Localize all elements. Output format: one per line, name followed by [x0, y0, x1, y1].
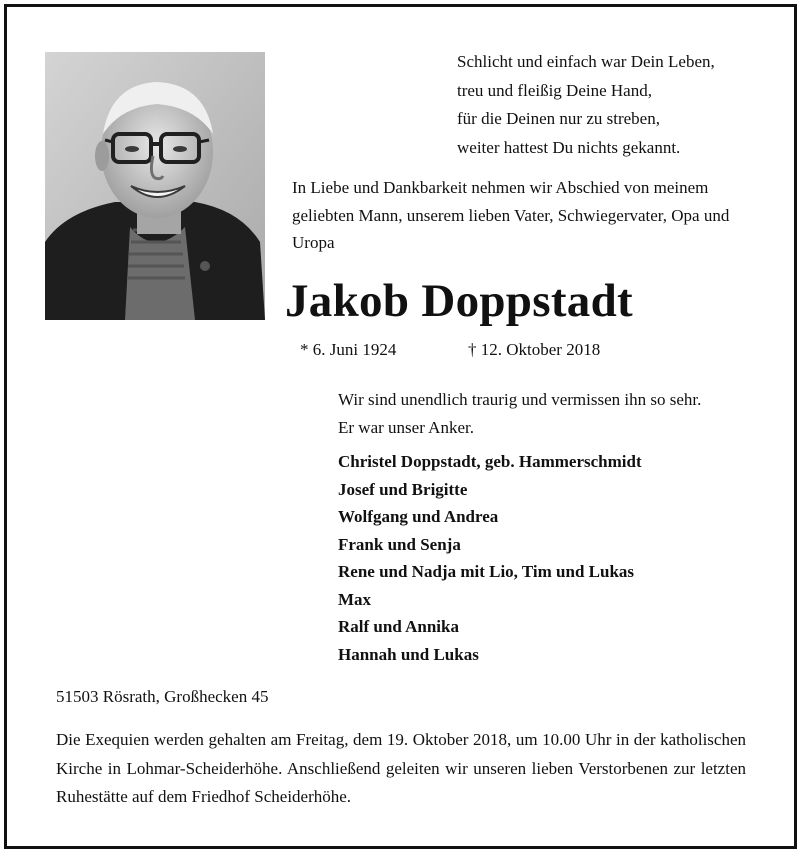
- portrait-image: [45, 52, 265, 320]
- poem-line: weiter hattest Du nichts gekannt.: [457, 137, 681, 157]
- family-address: 51503 Rösrath, Großhecken 45: [56, 687, 269, 706]
- poem-line: treu und fleißig Deine Hand,: [457, 80, 652, 100]
- family-member: Wolfgang und Andrea: [338, 507, 499, 526]
- farewell-intro: In Liebe und Dankbarkeit nehmen wir Abschied von meinem geliebten Mann, unserem lieben Vater, Schwiegervater, Opa und Uropa: [292, 178, 730, 252]
- poem-line: Schlicht und einfach war Dein Leben,: [457, 52, 715, 71]
- grief-line: Wir sind unendlich traurig und vermissen ihn so sehr.: [338, 390, 702, 409]
- grief-line: Er war unser Anker.: [338, 418, 474, 437]
- family-member: Ralf und Annika: [338, 617, 459, 636]
- funeral-notice: Die Exequien werden gehalten am Freitag, dem 19. Oktober 2018, um 10.00 Uhr in der katholischen Kirche in Lohmar-Scheiderhöhe. Anschließend geleiten wir unseren lieben Verstorbenen zur letzten Ruhestätte auf dem Friedhof Scheiderhöhe.: [56, 730, 746, 806]
- family-member: Josef und Brigitte: [338, 479, 468, 499]
- poem-line: für die Deinen nur zu streben,: [457, 109, 660, 128]
- family-member: Hannah und Lukas: [338, 644, 479, 664]
- family-member: Christel Doppstadt, geb. Hammerschmidt: [338, 452, 642, 471]
- death-date: † 12. Oktober 2018: [468, 340, 601, 359]
- family-member: Frank und Senja: [338, 534, 461, 554]
- grief-statement: [338, 386, 778, 442]
- family-member: Rene und Nadja mit Lio, Tim und Lukas: [338, 562, 635, 581]
- family-list: [338, 448, 778, 668]
- deceased-name: Jakob Doppstadt: [285, 275, 633, 327]
- poem: [457, 48, 777, 162]
- family-member: Max: [338, 589, 372, 609]
- birth-date: * 6. Juni 1924: [300, 340, 397, 359]
- portrait-photo: [45, 52, 265, 320]
